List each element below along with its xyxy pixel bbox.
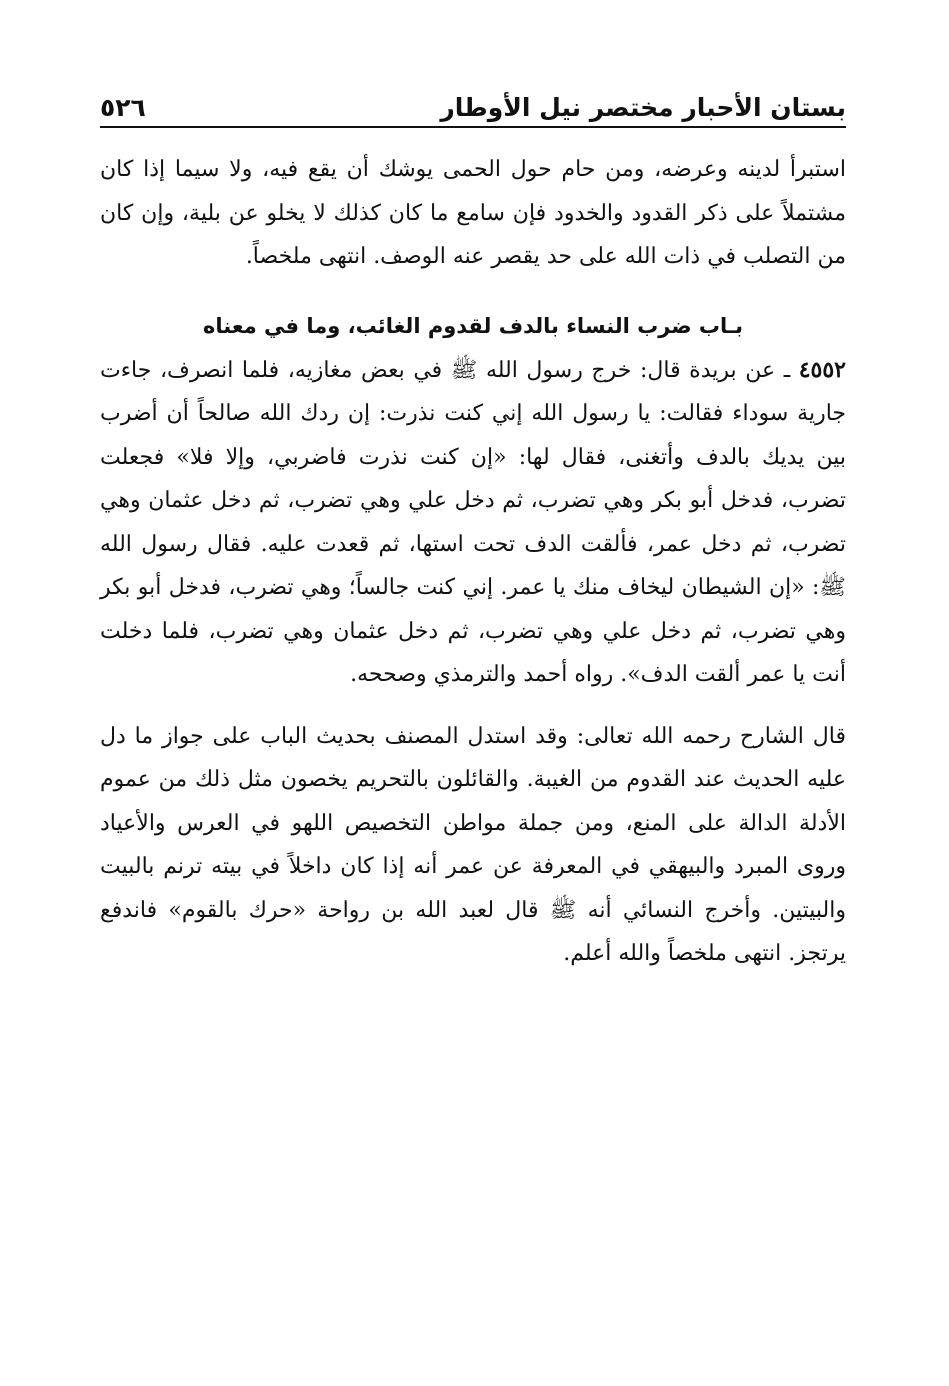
hadith-paragraph [100, 349, 846, 697]
page-header [100, 78, 846, 128]
chapter-heading: بـاب ضرب النساء بالدف لقدوم الغائب، وما في معناه [203, 313, 743, 338]
running-title: بستان الأحبار مختصر نيل الأوطار [440, 93, 846, 122]
book-page [100, 78, 846, 976]
hadith-number: ٤٥٥٢ [798, 356, 846, 383]
hadith-text: ـ عن بريدة قال: خرج رسول الله ﷺ في بعض مغازيه، فلما انصرف، جاءت جارية سوداء فقالت: يا رسول الله إني كنت نذرت: إن ردك الله صالحاً أن أضرب بين يديك بالدف وأتغنى، فقال لها: «إن كنت نذرت فاضربي، وإلا فلا» فجعلت تضرب، فدخل أبو بكر وهي تضرب، ثم دخل علي وهي تضرب، ثم دخل عثمان وهي تضرب، ثم دخل عمر، فألقت الدف تحت استها، ثم قعدت عليه. فقال رسول الله ﷺ: «إن الشيطان ليخاف منك يا عمر. إني كنت جالساً؛ وهي تضرب، فدخل أبو بكر وهي تضرب، ثم دخل علي وهي تضرب، ثم دخل عثمان وهي تضرب، فلما دخلت أنت يا عمر ألقت الدف». رواه أحمد والترمذي وصححه. [100, 357, 846, 687]
commentary-paragraph: قال الشارح رحمه الله تعالى: وقد استدل المصنف بحديث الباب على جواز ما دل عليه الحديث عند القدوم من الغيبة. والقائلون بالتحريم يخصون مثل ذلك من عموم الأدلة الدالة على المنع، ومن جملة مواطن التخصيص اللهو في العرس والأعياد وروى المبرد والبيهقي في المعرفة عن عمر أنه إذا كان داخلاً في بيته ترنم بالبيت والبيتين. وأخرج النسائي أنه ﷺ قال لعبد الله بن رواحة «حرك بالقوم» فاندفع يرتجز. انتهى ملخصاً والله أعلم. [100, 723, 846, 966]
page-number: ٥٢٦ [100, 93, 146, 122]
intro-paragraph: استبرأ لدينه وعرضه، ومن حام حول الحمى يوشك أن يقع فيه، ولا سيما إذا كان مشتملاً على ذكر القدود والخدود فإن سامع ما كان كذلك لا يخلو عن بلية، وإن كان من التصلب في ذات الله على حد يقصر عنه الوصف. انتهى ملخصاً. [100, 157, 846, 269]
